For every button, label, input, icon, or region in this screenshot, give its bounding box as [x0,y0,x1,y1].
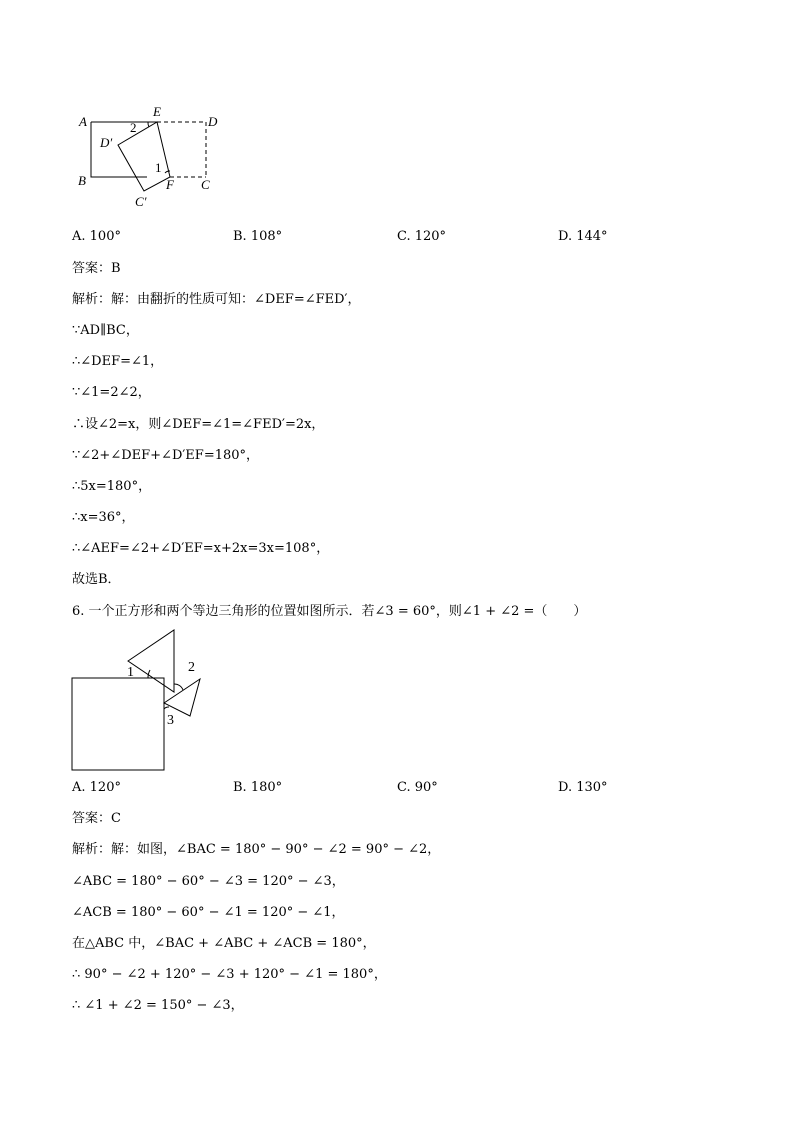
folded-quadrilateral [118,122,170,191]
label-A: A [79,114,87,129]
label-D: D [208,114,218,129]
small-equilateral-triangle [164,679,200,716]
q6-option-d: D. 130° [558,780,608,795]
fold-rectangle-figure [70,100,230,215]
label-angle-2: 2 [130,120,137,135]
q6-solution-line-4: 在△ABC 中，∠BAC + ∠ABC + ∠ACB = 180°， [72,936,376,951]
angle-2-arc [174,684,183,690]
q6-solution-line-3: ∠ACB = 180° − 60° − ∠1 = 120° − ∠1， [72,905,345,920]
q5-option-c: C. 120° [397,229,447,244]
q5-solution-line-1: 解析：解：由翻折的性质可知：∠DEF=∠FED′， [72,292,361,307]
large-equilateral-triangle [128,630,174,692]
q6-answer: 答案：C [72,811,121,826]
label-angle-2: 2 [188,660,195,675]
square [72,678,164,770]
q5-solution-line-4: ∵∠1=2∠2， [72,385,151,400]
q5-solution-line-9: ∴∠AEF=∠2+∠D′EF=x+2x=3x=108°， [72,541,330,556]
q6-solution-line-2: ∠ABC = 180° − 60° − ∠3 = 120° − ∠3， [72,874,345,889]
label-angle-1: 1 [127,665,134,680]
q5-answer: 答案：B [72,261,121,276]
q5-solution-line-2: ∵AD∥BC， [72,323,139,338]
label-E: E [153,104,161,119]
q6-solution-line-5: ∴ 90° − ∠2 + 120° − ∠3 + 120° − ∠1 = 180°， [72,967,387,982]
q5-solution-line-8: ∴x=36°， [72,510,135,525]
label-F: F [166,177,174,192]
q5-solution-line-6: ∵∠2+∠DEF+∠D′EF=180°， [72,448,260,463]
angle-2-arc [148,122,149,127]
q5-solution-line-7: ∴5x=180°， [72,479,152,494]
q5-solution-line-3: ∴∠DEF=∠1， [72,354,164,369]
q6-solution-line-1: 解析：解：如图，∠BAC = 180° − 90° − ∠2 = 90° − ∠2， [72,842,441,857]
q6-option-a: A. 120° [72,780,121,795]
label-angle-1: 1 [155,160,162,175]
q5-option-d: D. 144° [558,229,608,244]
q5-option-a: A. 100° [72,229,121,244]
q5-solution-line-10: 故选B． [72,572,121,587]
q6-stem: 6. 一个正方形和两个等边三角形的位置如图所示．若∠3 = 60°，则∠1 + ∠2 =（ ） [72,604,587,619]
q6-option-b: B. 180° [233,780,283,795]
angle-1-arc [148,670,150,678]
q5-option-b: B. 108° [233,229,283,244]
square-triangles-figure [68,626,218,774]
label-angle-3: 3 [167,713,174,728]
label-C: C [201,177,210,192]
angle-3-arc [164,707,169,709]
label-D-prime: D′ [100,135,113,150]
q6-solution-line-6: ∴ ∠1 + ∠2 = 150° − ∠3， [72,998,244,1013]
label-B: B [78,173,86,188]
q6-option-c: C. 90° [397,780,438,795]
label-C-prime: C′ [135,194,147,209]
q5-solution-line-5: ∴设∠2=x，则∠DEF=∠1=∠FED′=2x， [72,417,325,432]
